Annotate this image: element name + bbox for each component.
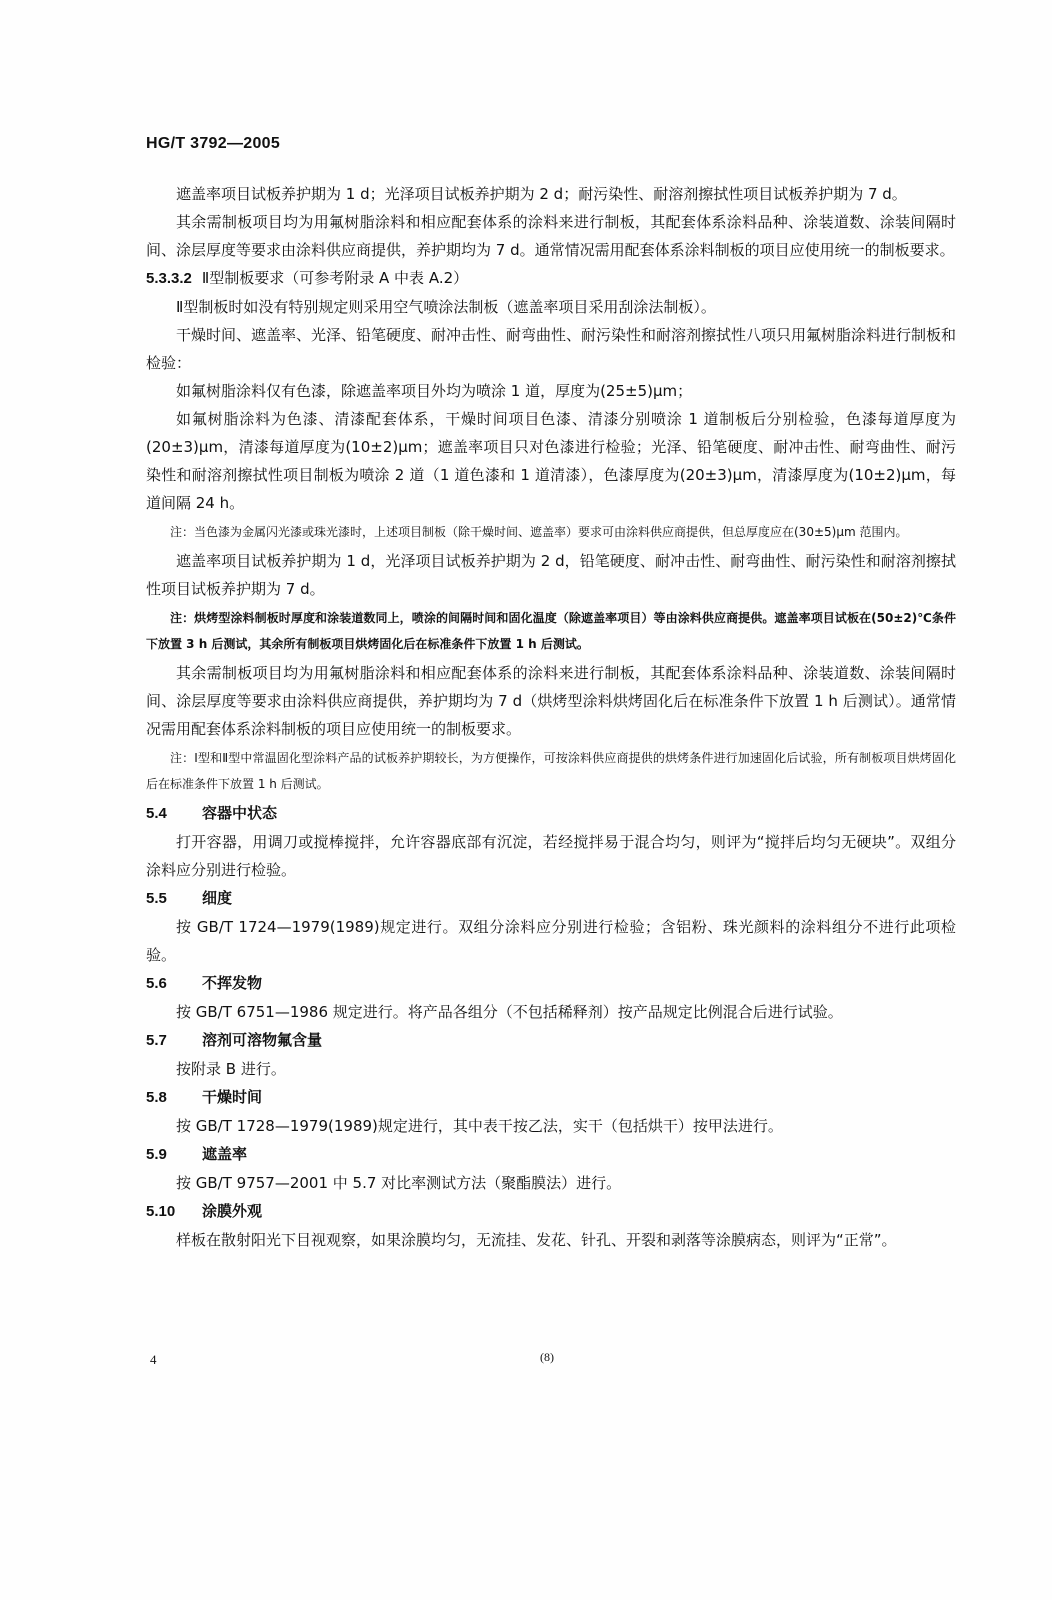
paragraph: 样板在散射阳光下目视观察，如果涂膜均匀，无流挂、发花、针孔、开裂和剥落等涂膜病态，则评为“正常”。: [176, 1231, 897, 1249]
section-number: 5.4: [146, 805, 167, 822]
paragraph: 其余需制板项目均为用氟树脂涂料和相应配套体系的涂料来进行制板，其配套体系涂料品种、涂装道数、涂装间隔时间、涂层厚度等要求由涂料供应商提供，养护期均为 7 d（烘烤型涂料烘烤固化后在标准条件下放置 1 h 后测试）。通常情况需用配套体系涂料制板的项目应使用统一的制板要求。: [146, 664, 956, 738]
standard-code-header: HG/T 3792—2005: [146, 135, 281, 152]
section-title: 涂膜外观: [202, 1202, 263, 1220]
clause-title: Ⅱ型制板要求（可参考附录 A 中表 A.2）: [201, 269, 469, 287]
paragraph: 按 GB/T 1724—1979(1989)规定进行。双组分涂料应分别进行检验；含铝粉、珠光颜料的涂料组分不进行此项检验。: [146, 918, 956, 964]
section-number: 5.7: [146, 1032, 167, 1049]
page-sequence: (8): [540, 1350, 554, 1364]
paragraph: 如氟树脂涂料仅有色漆，除遮盖率项目外均为喷涂 1 道，厚度为(25±5)μm；: [176, 382, 693, 400]
paragraph: Ⅱ型制板时如没有特别规定则采用空气喷涂法制板（遮盖率项目采用刮涂法制板）。: [176, 298, 716, 316]
section-title: 细度: [202, 889, 233, 907]
section-number: 5.8: [146, 1089, 167, 1106]
clause-number: 5.3.3.2: [146, 270, 192, 287]
note: 注：烘烤型涂料制板时厚度和涂装道数同上，喷涂的间隔时间和固化温度（除遮盖率项目）等由涂料供应商提供。遮盖率项目试板在(50±2)℃条件下放置 3 h 后测试，其余所有制板项目烘烤固化后在标准条件下放置 1 h 后测试。: [146, 611, 956, 651]
note: 注：当色漆为金属闪光漆或珠光漆时，上述项目制板（除干燥时间、遮盖率）要求可由涂料供应商提供，但总厚度应在(30±5)μm 范围内。: [170, 525, 908, 539]
section-heading-5-7: [146, 1026, 956, 1055]
paragraph: 按 GB/T 9757—2001 中 5.7 对比率测试方法（聚酯膜法）进行。: [176, 1174, 622, 1192]
paragraph: 按 GB/T 6751—1986 规定进行。将产品各组分（不包括稀释剂）按产品规定比例混合后进行试验。: [176, 1003, 843, 1021]
section-heading-5-10: [146, 1197, 956, 1226]
section-number: 5.10: [146, 1203, 176, 1220]
section-heading-5-9: [146, 1140, 956, 1169]
section-heading-5-6: [146, 969, 956, 998]
paragraph: 遮盖率项目试板养护期为 1 d，光泽项目试板养护期为 2 d，铅笔硬度、耐冲击性、耐弯曲性、耐污染性和耐溶剂擦拭性项目试板养护期为 7 d。: [146, 552, 956, 598]
section-heading-5-4: [146, 799, 956, 828]
paragraph: 干燥时间、遮盖率、光泽、铅笔硬度、耐冲击性、耐弯曲性、耐污染性和耐溶剂擦拭性八项只用氟树脂涂料进行制板和检验：: [146, 326, 957, 372]
paragraph: 遮盖率项目试板养护期为 1 d；光泽项目试板养护期为 2 d；耐污染性、耐溶剂擦拭性项目试板养护期为 7 d。: [176, 185, 907, 203]
note: 注：Ⅰ型和Ⅱ型中常温固化型涂料产品的试板养护期较长，为方便操作，可按涂料供应商提供的烘烤条件进行加速固化后试验，所有制板项目烘烤固化后在标准条件下放置 1 h 后测试。: [146, 751, 956, 791]
section-title: 遮盖率: [202, 1145, 248, 1163]
section-heading-5-8: [146, 1083, 956, 1112]
section-title: 不挥发物: [202, 974, 263, 992]
paragraph: 打开容器，用调刀或搅棒搅拌，允许容器底部有沉淀，若经搅拌易于混合均匀，则评为“搅拌后均匀无硬块”。双组分涂料应分别进行检验。: [146, 833, 956, 879]
section-heading-5-5: [146, 884, 956, 913]
paragraph: 其余需制板项目均为用氟树脂涂料和相应配套体系的涂料来进行制板，其配套体系涂料品种、涂装道数、涂装间隔时间、涂层厚度等要求由涂料供应商提供，养护期均为 7 d。通常情况需用配套体系涂料制板的项目应使用统一的制板要求。: [146, 213, 956, 259]
section-number: 5.5: [146, 890, 167, 907]
section-title: 溶剂可溶物氟含量: [202, 1031, 323, 1049]
section-title: 干燥时间: [202, 1088, 263, 1106]
paragraph: 按附录 B 进行。: [176, 1060, 286, 1078]
paragraph: 如氟树脂涂料为色漆、清漆配套体系，干燥时间项目色漆、清漆分别喷涂 1 道制板后分别检验，色漆每道厚度为(20±3)μm，清漆每道厚度为(10±2)μm；遮盖率项目只对色漆进行检验；光泽、铅笔硬度、耐冲击性、耐弯曲性、耐污染性和耐溶剂擦拭性项目制板为喷涂 2 道（1 道色漆和 1 道清漆），色漆厚度为(20±3)μm，清漆厚度为(10±2)μm，每道间隔 24 h。: [146, 410, 956, 512]
paragraph: 按 GB/T 1728—1979(1989)规定进行，其中表干按乙法，实干（包括烘干）按甲法进行。: [176, 1117, 783, 1135]
document-body: [146, 180, 956, 1254]
section-number: 5.9: [146, 1146, 167, 1163]
section-title: 容器中状态: [202, 804, 278, 822]
section-number: 5.6: [146, 975, 167, 992]
clause-5-3-3-2: [146, 264, 956, 293]
page-number: 4: [150, 1352, 157, 1367]
